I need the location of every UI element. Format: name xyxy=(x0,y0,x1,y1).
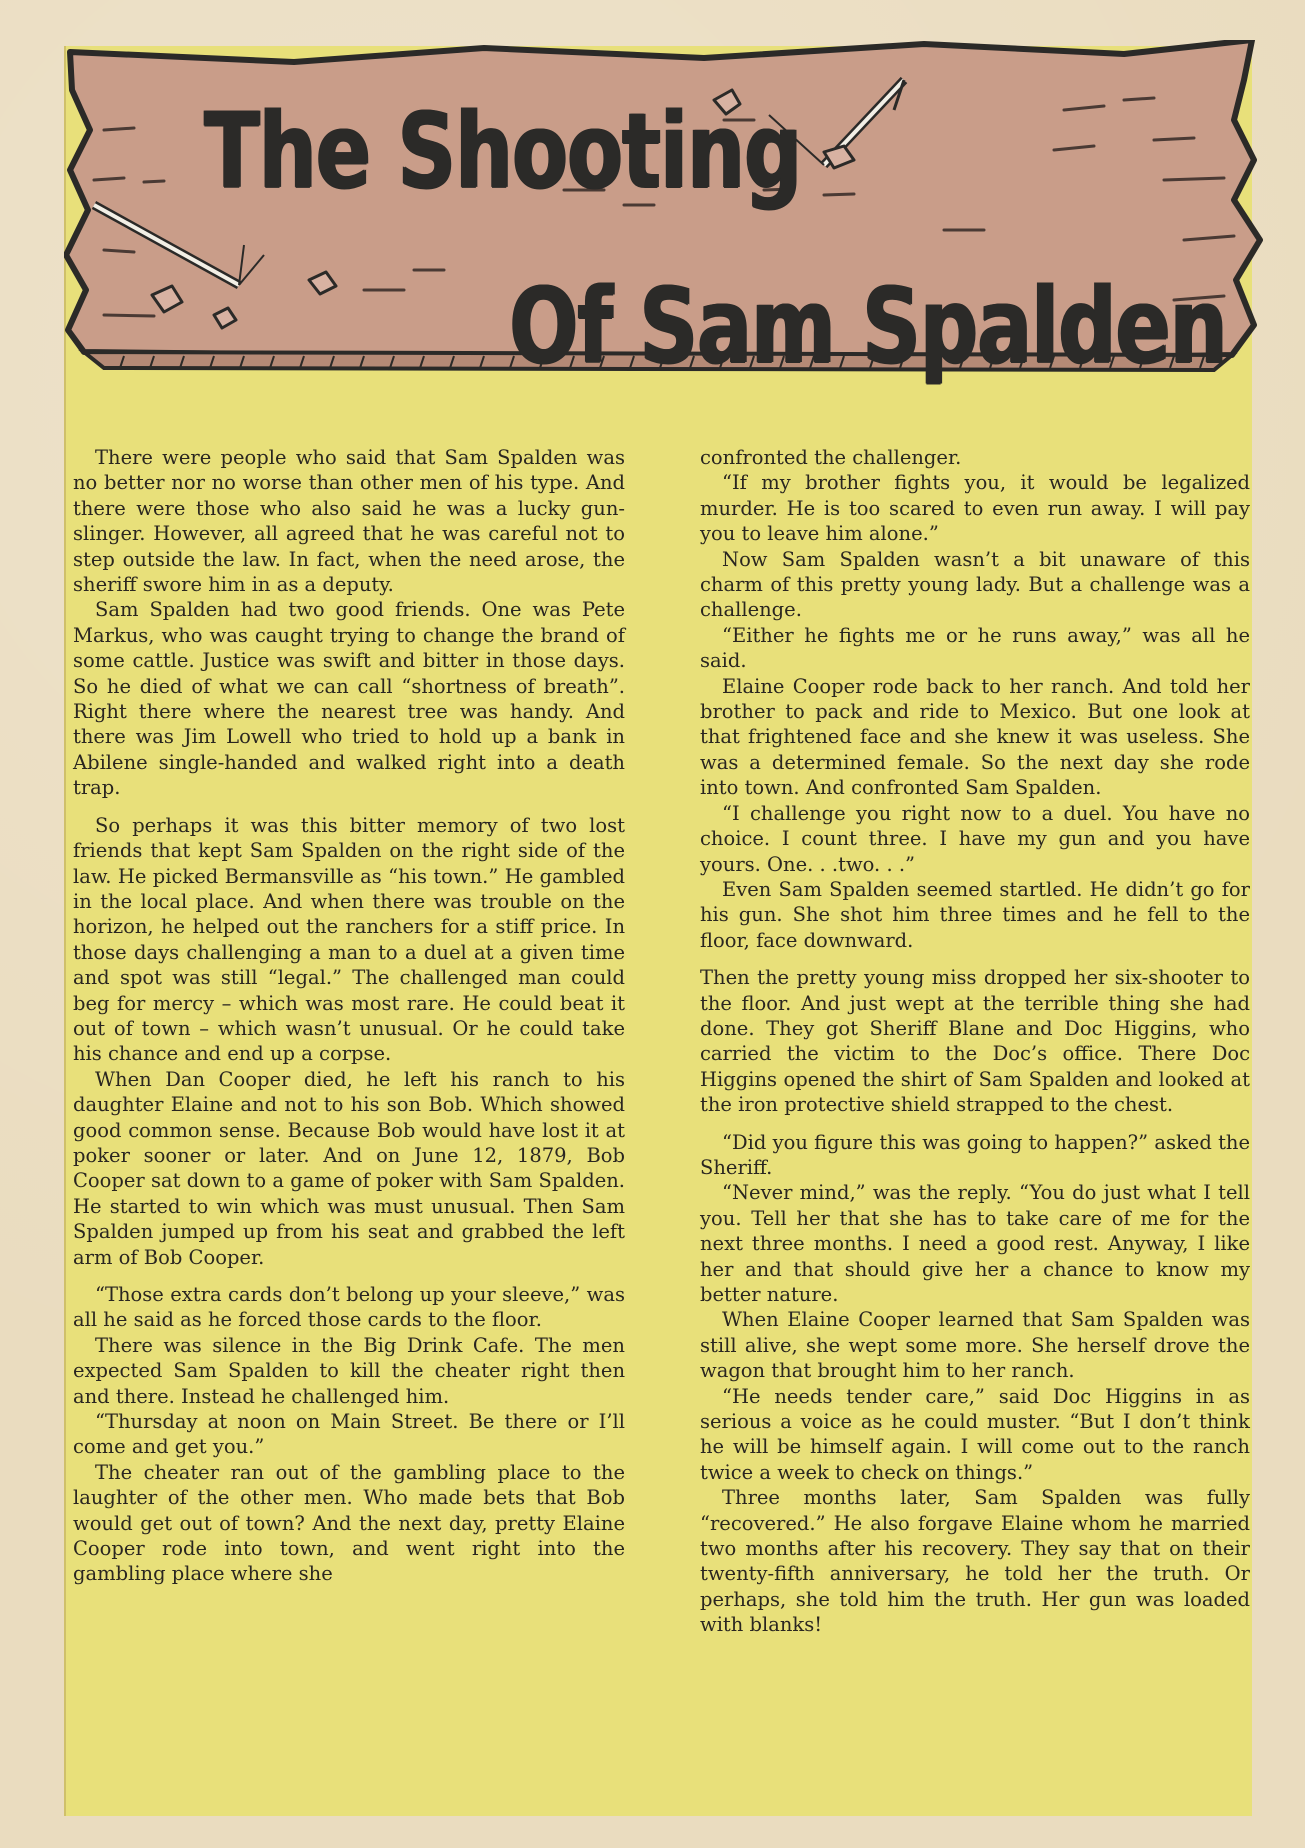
paragraph: “Those extra cards don’t belong up your sleeve,” was all he said as he forced those cards to the floor. xyxy=(73,1283,625,1332)
paragraph: “Never mind,” was the reply. “You do just what I tell you. Tell her that she has to take care of me for the next three months. I need a good rest. Anyway, I like her and that should give her a chance to know my better nature. xyxy=(700,1181,1250,1306)
paragraph: “I challenge you right now to a duel. You have no choice. I count three. I have my gun and you have yours. One. . .two. . .” xyxy=(700,801,1250,876)
paragraph: “He needs tender care,” said Doc Higgins in as serious a voice as he could muster. “But I don’t think he will be himself again. I will come out to the ranch twice a week to check on things.” xyxy=(700,1384,1250,1484)
left-column xyxy=(73,445,625,1587)
paragraph: “Either he fights me or he runs away,” was all he said. xyxy=(700,623,1250,673)
title-line-1: The Shooting xyxy=(204,90,802,212)
title-line-2: Of Sam Spalden xyxy=(509,265,1227,387)
right-column xyxy=(700,445,1250,1638)
paragraph: “Did you figure this was going to happen?” asked the Sheriff. xyxy=(700,1130,1250,1179)
paragraph: “If my brother fights you, it would be legalized murder. He is too scared to even run away. I will pay you to leave him alone.” xyxy=(700,471,1250,546)
paragraph: Then the pretty young miss dropped her six-shooter to the floor. And just wept at the terrible thing she had done. They got Sheriff Blane and Doc Higgins, who carried the victim to the Doc’s office. There Doc Higgins opened the shirt of Sam Spalden and looked at the iron protective shield strapped to the chest. xyxy=(700,966,1250,1117)
paragraph: Now Sam Spalden wasn’t a bit unaware of this charm of this pretty young lady. But a challenge was a challenge. xyxy=(700,547,1250,622)
paragraph: When Elaine Cooper learned that Sam Spalden was still alive, she wept some more. She herself drove the wagon that brought him to her ranch. xyxy=(700,1308,1250,1383)
paragraph: confronted the challenger. xyxy=(700,446,962,469)
paragraph: Elaine Cooper rode back to her ranch. And told her brother to pack and ride to Mexico. But one look at that frightened face and she knew it was useless. She was a determined female. So the next day she rode into town. And confronted Sam Spalden. xyxy=(700,674,1250,800)
paragraph: Three months later, Sam Spalden was fully “recovered.” He also forgave Elaine whom he married two months after his recovery. They say that on their twenty-fifth anniversary, he told her the truth. Or perhaps, she told him the truth. Her gun was loaded with blanks! xyxy=(700,1486,1250,1637)
title-sign xyxy=(64,40,1264,440)
paragraph: There was silence in the Big Drink Cafe. The men expected Sam Spalden to kill the cheater right then and there. Instead he challenged him. xyxy=(73,1333,625,1408)
paragraph: Even Sam Spalden seemed startled. He didn’t go for his gun. She shot him three times and he fell to the floor, face downward. xyxy=(700,877,1250,952)
paragraph: There were people who said that Sam Spalden was no better nor no worse than other men of his type. And there were those who also said he was a lucky gun-slinger. However, all agreed that he was careful not to step outside the law. In fact, when the need arose, the sheriff swore him in as a deputy. xyxy=(73,446,625,597)
paragraph: “Thursday at noon on Main Street. Be there or I’ll come and get you.” xyxy=(73,1410,625,1459)
paragraph: The cheater ran out of the gambling place to the laughter of the other men. Who made bets that Bob would get out of town? And the next day, pretty Elaine Cooper rode into town, and went right into the gambling place where she xyxy=(73,1460,625,1586)
paragraph: Sam Spalden had two good friends. One was Pete Markus, who was caught trying to change the brand of some cattle. Justice was swift and bitter in those days. So he died of what we can call “shortness of breath”. Right there where the nearest tree was handy. And there was Jim Lowell who tried to hold up a bank in Abilene single-handed and walked right into a death trap. xyxy=(73,598,625,800)
paragraph: So perhaps it was this bitter memory of two lost friends that kept Sam Spalden on the right side of the law. He picked Bermansville as “his town.” He gambled in the local place. And when there was trouble on the horizon, he helped out the ranchers for a stiff price. In those days challenging a man to a duel at a given time and spot was still “legal.” The challenged man could beg for mercy – which was most rare. He could beat it out of town – which wasn’t unusual. Or he could take his chance and end up a corpse. xyxy=(73,813,625,1066)
paragraph: When Dan Cooper died, he left his ranch to his daughter Elaine and not to his son Bob. Which showed good common sense. Because Bob would have lost it at poker sooner or later. And on June 12, 1879, Bob Cooper sat down to a game of poker with Sam Spalden. He started to win which was must unusual. Then Sam Spalden jumped up from his seat and grabbed the left arm of Bob Cooper. xyxy=(73,1067,625,1269)
